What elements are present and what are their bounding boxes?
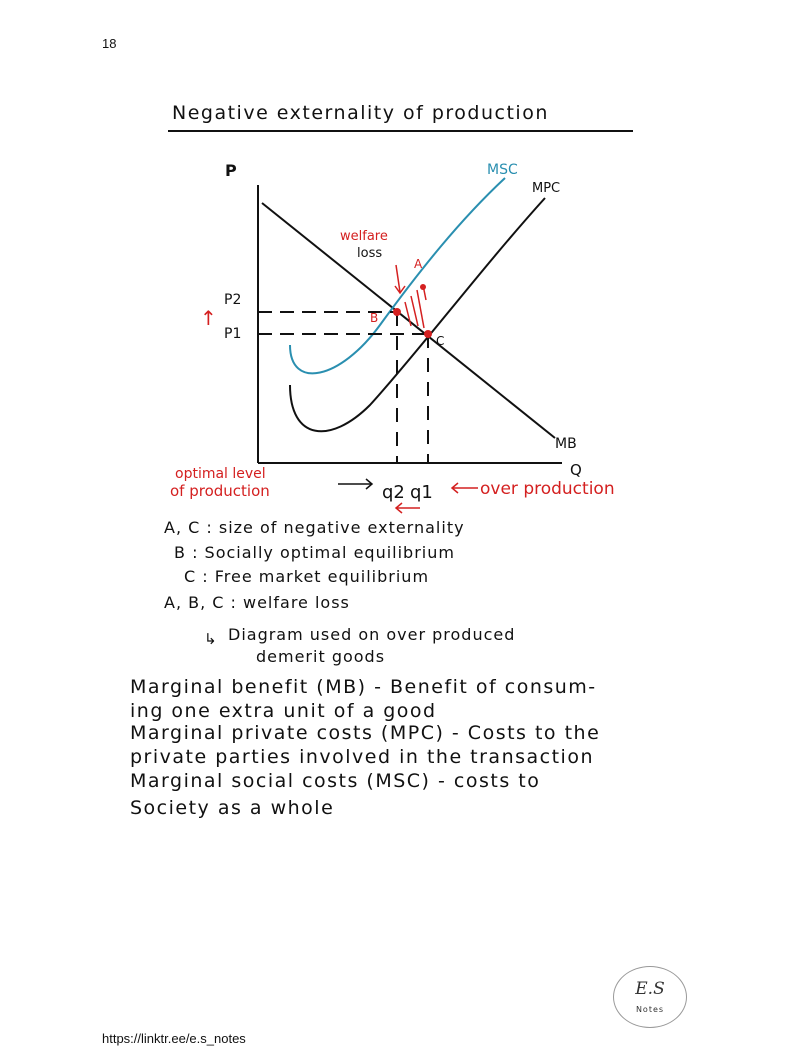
logo-mark: E.S — [635, 979, 665, 999]
mpc-label: MPC — [532, 181, 561, 196]
note-arrow-icon: ↳ — [204, 630, 217, 648]
overproduction-label: over production — [480, 479, 615, 499]
welfare-loss-label-line1: welfare — [340, 229, 388, 244]
note-line-1: Diagram used on over produced — [228, 625, 516, 644]
mpc-curve — [290, 198, 545, 431]
page-title: Negative externality of production — [172, 102, 549, 124]
point-a-label: A — [414, 257, 423, 271]
definition-line: private parties involved in the transaction — [130, 746, 595, 768]
x-axis-label: Q — [570, 461, 582, 479]
q1-label: q1 — [410, 482, 433, 503]
note-line-2: demerit goods — [256, 647, 386, 666]
p1-label: P1 — [224, 326, 242, 342]
point-c-marker — [424, 330, 432, 338]
msc-label: MSC — [487, 162, 518, 178]
optimal-level-label-line2: of production — [170, 482, 270, 500]
welfare-hatch — [417, 290, 424, 328]
key-item-optimal: B : Socially optimal equilibrium — [174, 543, 455, 562]
page-number: 18 — [102, 36, 117, 51]
point-a-marker — [420, 284, 426, 290]
q2-label: q2 — [382, 482, 405, 503]
welfare-hatch — [405, 302, 411, 326]
footer-link[interactable]: https://linktr.ee/e.s_notes — [102, 1031, 246, 1046]
price-up-arrow: ↑ — [200, 306, 217, 330]
welfare-loss-label-line2: loss — [357, 246, 383, 261]
welfare-hatch — [411, 296, 418, 326]
definition-line: ing one extra unit of a good — [130, 700, 437, 722]
definition-line: Marginal social costs (MSC) - costs to — [130, 770, 541, 792]
q1-to-q2-arrow — [396, 503, 420, 513]
key-item-welfare-loss: A, B, C : welfare loss — [164, 593, 350, 612]
overproduction-arrow — [452, 483, 478, 493]
definition-line: Marginal benefit (MB) - Benefit of consum- — [130, 676, 597, 698]
point-b-marker — [393, 308, 401, 316]
logo-text: Notes — [635, 1005, 665, 1014]
y-axis-label: P — [225, 161, 237, 180]
definition-line: Marginal private costs (MPC) - Costs to the — [130, 722, 601, 744]
definition-line: Society as a whole — [130, 797, 335, 819]
optimal-arrow — [338, 479, 372, 489]
key-item-externality: A, C : size of negative externality — [164, 518, 465, 537]
key-item-free-market: C : Free market equilibrium — [184, 567, 430, 586]
mb-label: MB — [555, 436, 577, 452]
p2-label: P2 — [224, 292, 242, 308]
es-notes-logo — [613, 966, 687, 1028]
point-c-label: C — [436, 334, 445, 348]
optimal-level-label-line1: optimal level — [175, 466, 266, 482]
point-b-label: B — [370, 311, 379, 325]
